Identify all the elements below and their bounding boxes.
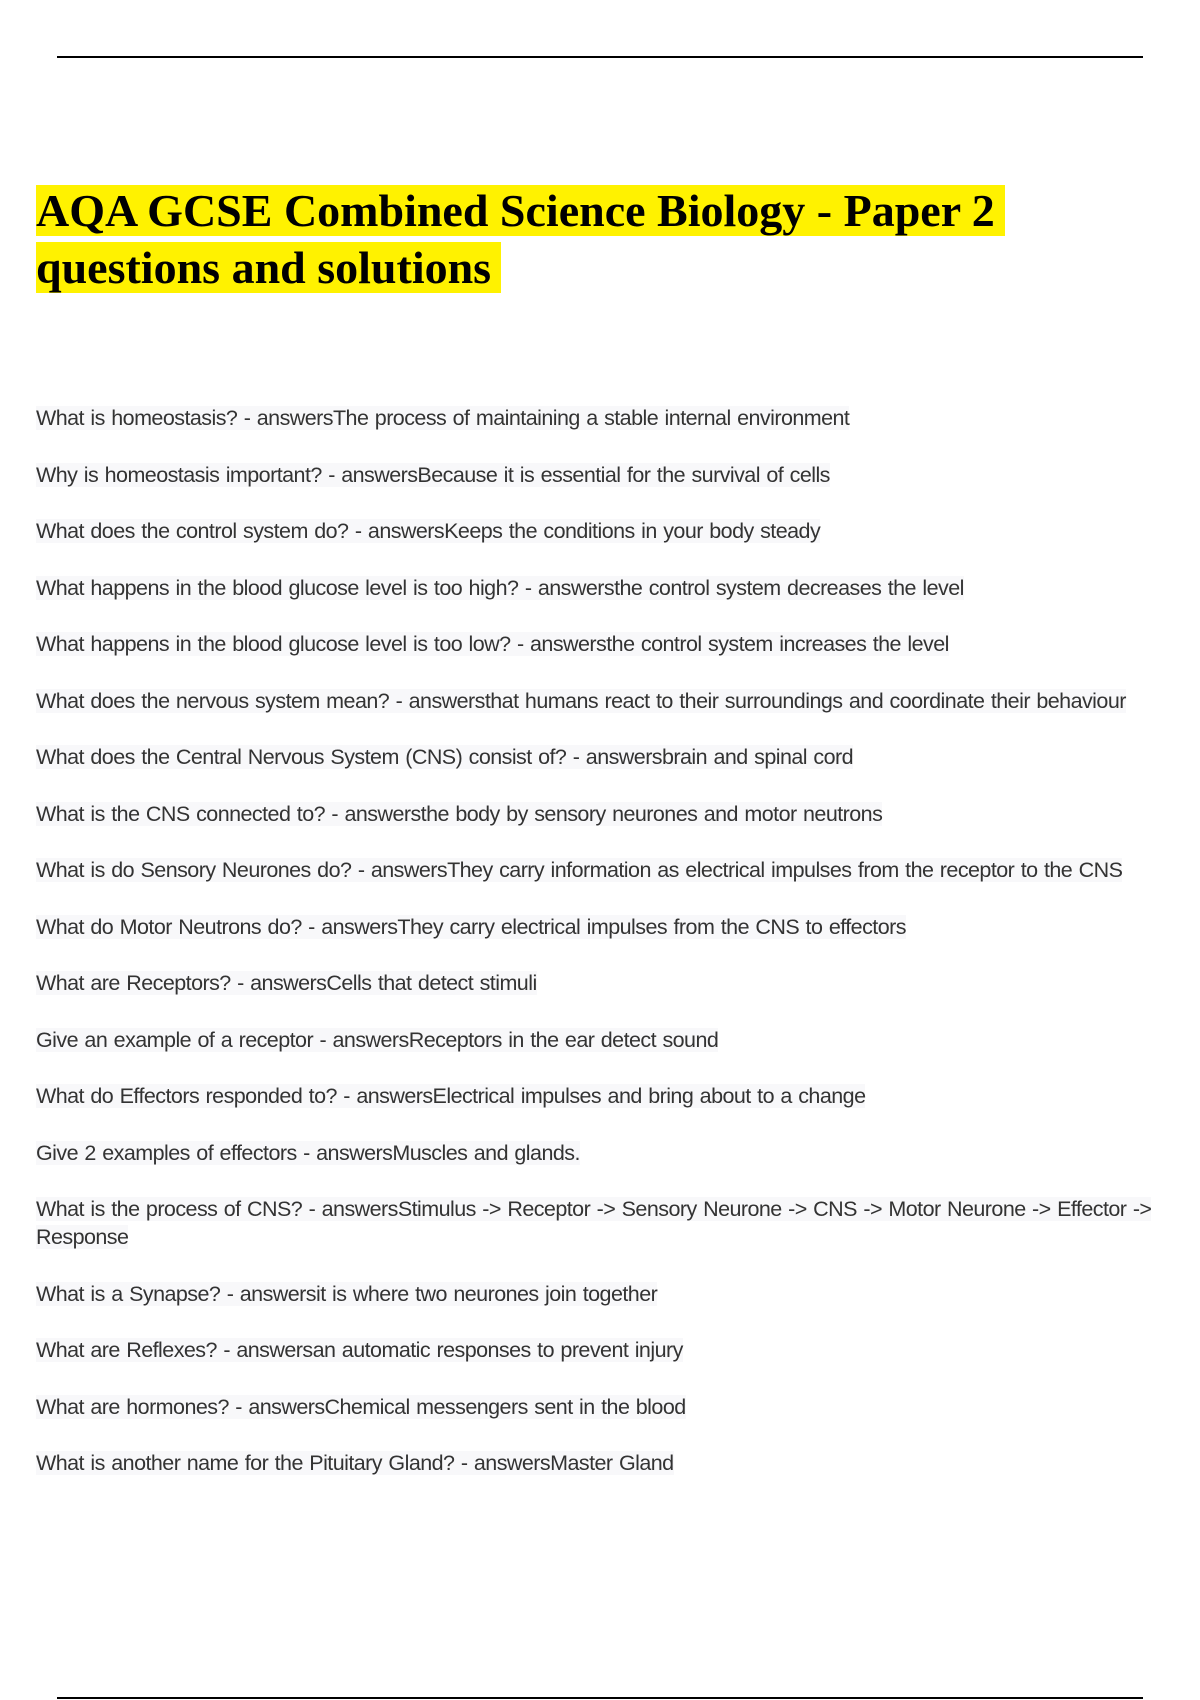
qa-item: What is the CNS connected to? - answersthe body by sensory neurones and motor neutrons — [36, 801, 883, 826]
qa-item: What do Motor Neutrons do? - answersThey carry electrical impulses from the CNS to effectors — [36, 914, 906, 939]
qa-item: What are Reflexes? - answersan automatic responses to prevent injury — [36, 1338, 683, 1362]
qa-item: Why is homeostasis important? - answersBecause it is essential for the survival of cells — [36, 462, 830, 487]
qa-item: What is homeostasis? - answersThe process of maintaining a stable internal environment — [36, 406, 850, 430]
qa-item: What does the Central Nervous System (CNS) consist of? - answersbrain and spinal cord — [36, 745, 854, 769]
qa-item: What does the control system do? - answersKeeps the conditions in your body steady — [36, 519, 821, 543]
qa-item: What is a Synapse? - answersit is where two neurones join together — [36, 1281, 658, 1306]
qa-item: What are Receptors? - answersCells that detect stimuli — [36, 971, 537, 995]
qa-item: What is another name for the Pituitary Gland? - answersMaster Gland — [36, 1451, 674, 1475]
bottom-divider — [57, 1697, 1143, 1699]
qa-item: What happens in the blood glucose level is too high? - answersthe control system decreases the level — [36, 575, 964, 600]
qa-item: What happens in the blood glucose level is too low? - answersthe control system increases the level — [36, 632, 949, 656]
qa-item: What do Effectors responded to? - answersElectrical impulses and bring about to a change — [36, 1084, 866, 1108]
qa-list — [36, 404, 1196, 1506]
qa-item: What is the process of CNS? - answersStimulus -> Receptor -> Sensory Neurone -> CNS -> Motor Neurone -> Effector -> Response — [36, 1197, 1152, 1249]
qa-item: Give an example of a receptor - answersReceptors in the ear detect sound — [36, 1027, 719, 1052]
qa-item: What is do Sensory Neurones do? - answersThey carry information as electrical impulses from the receptor to the CNS — [36, 858, 1123, 882]
page-title-text: AQA GCSE Combined Science Biology - Paper 2 questions and solutions — [36, 185, 1005, 293]
top-divider — [57, 56, 1143, 58]
qa-item: What are hormones? - answersChemical messengers sent in the blood — [36, 1394, 686, 1419]
qa-item: Give 2 examples of effectors - answersMuscles and glands. — [36, 1140, 580, 1165]
page-title — [36, 182, 1136, 296]
qa-item: What does the nervous system mean? - answersthat humans react to their surroundings and coordinate their behaviour — [36, 688, 1126, 713]
